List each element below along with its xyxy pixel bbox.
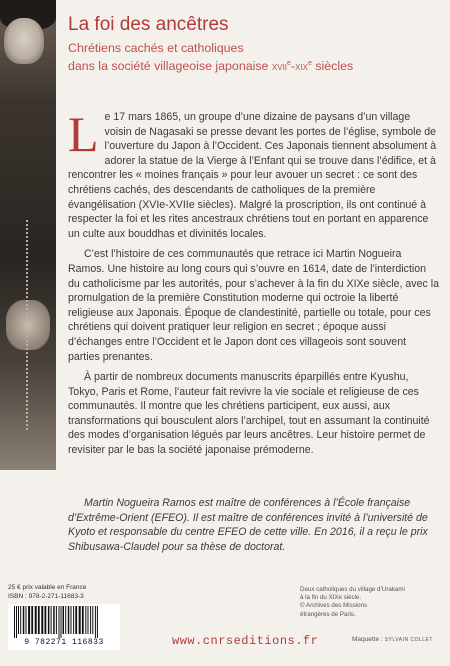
publisher-website[interactable]: www.cnrseditions.fr xyxy=(172,634,319,648)
barcode-bar xyxy=(95,606,96,638)
barcode-bar xyxy=(73,606,74,634)
century-start-sup: e xyxy=(287,60,291,67)
barcode-bar xyxy=(63,606,65,634)
barcode-bar xyxy=(61,606,62,638)
barcode-bar xyxy=(71,606,72,634)
subtitle-line-2-suffix: siècles xyxy=(311,59,354,74)
author-bio: Martin Nogueira Ramos est maître de conférences à l’École française d’Extrême-Orient (EFEO). Il est maître de conférences invité à l’université de Kyoto et responsable du centre EFEO de cette ville. En 2016, il a reçu le prix Shibusawa-Claudel pour sa thèse de doctorat. xyxy=(68,497,428,553)
barcode-bar xyxy=(38,606,40,634)
barcode-bar xyxy=(48,606,50,634)
barcode-bar xyxy=(35,606,37,634)
subtitle-line-2-prefix: dans la société villageoise japonaise xyxy=(68,59,272,74)
barcode-bar xyxy=(97,606,98,638)
isbn: ISBN : 978-2-271-11683-3 xyxy=(8,593,84,600)
cover-photo xyxy=(0,0,56,470)
barcode-bar xyxy=(31,606,33,634)
barcode-bar xyxy=(41,606,43,634)
barcode-bar xyxy=(56,606,57,634)
paragraph-1-text: e 17 mars 1865, un groupe d’une dizaine de paysans d’un village voisin de Nagasaki se presse devant les portes de l’église, symbole de l’ouverture du Japon à l’Occident. Ces Japonais tiennent absolument à adorer la statue de la Vierge à l’Enfant qui se trouve dans l’édifice, et à rencontrer les « moines français » pour leur avouer un secret : ce sont des chrétiens cachés, des descendants de catholiques de la première évangélisation (XVIe-XVIIe siècles). Malgré la proscription, ils ont continué à respecter la foi et les rites ancestraux chrétiens tout en portant en apparence un culte aux bouddhas et divinités locales. xyxy=(68,111,437,240)
barcode-bar xyxy=(68,606,70,634)
maquette-label: Maquette : xyxy=(352,636,383,643)
caption-line-4: étrangères de Paris. xyxy=(300,610,356,618)
caption-line-2: à la fin du XIXe siècle. xyxy=(300,594,362,602)
barcode-bar xyxy=(23,606,25,634)
drop-cap: L xyxy=(68,106,99,162)
century-start: XVII xyxy=(271,63,288,73)
barcode-bar xyxy=(59,606,60,638)
paragraph-2: C’est l’histoire de ces communautés que retrace ici Martin Nogueira Ramos. Une histoire au long cours qui s’ouvre en 1614, date de l’interdiction du catholicisme par les autorités, pour s’achever à la fin du XIXe siècle, avec la promulgation de la première Constitution moderne qui octroie la liberté religieuse aux Japonais. Époque de clandestinité, partielle ou totale, pour ces chrétiens qui doivent pratiquer leur religion en secret ; époque aussi d’échanges entre l’Occident et le Japon dont ces villageois sont souvent parties prenantes. xyxy=(68,248,439,363)
book-title: La foi des ancêtres xyxy=(68,14,229,35)
barcode-bar xyxy=(90,606,91,634)
barcode-bar xyxy=(75,606,77,634)
caption-line-3: © Archives des Missions xyxy=(300,602,368,610)
barcode-bar xyxy=(65,606,66,634)
subtitle-line-1: Chrétiens cachés et catholiques xyxy=(68,41,244,55)
barcode-bar xyxy=(16,606,17,638)
barcode-bar xyxy=(88,606,89,634)
photo-rosary xyxy=(26,220,46,430)
barcode-bar xyxy=(51,606,52,634)
barcode-bar xyxy=(26,606,27,634)
barcode-bar xyxy=(79,606,81,634)
barcode-bar xyxy=(45,606,47,634)
book-subtitle xyxy=(68,40,444,76)
paragraph-3: À partir de nombreux documents manuscrits éparpillés entre Kyushu, Tokyo, Paris et Rome, l’auteur fait revivre la vie sociale et religieuse de ces communautés. Il montre que les chrétiens participent, eux aussi, aux transformations qui bousculent alors l’archipel, tout en assumant la continuité des modes d’organisation légués par leurs ancêtres. Leur histoire permet de revisiter par le bas la société japonaise prémoderne. xyxy=(68,371,430,457)
century-end-sup: e xyxy=(307,60,312,67)
design-credit xyxy=(352,636,433,643)
barcode-bar xyxy=(85,606,86,634)
century-separator: - xyxy=(290,59,296,74)
barcode-bar xyxy=(28,606,30,634)
century-end: XIX xyxy=(295,63,308,73)
barcode-bar xyxy=(53,606,55,634)
price-block xyxy=(8,583,86,601)
maquette-name: SYLVAIN COLLET xyxy=(384,637,433,643)
price: 25 € prix valable en France xyxy=(8,584,87,591)
caption-line-1: Deux catholiques du village d’Urakami xyxy=(300,586,405,593)
blurb xyxy=(68,106,440,464)
photo-caption xyxy=(300,586,442,619)
paragraph-1 xyxy=(68,106,440,241)
barcode-bar xyxy=(18,606,19,634)
barcode-bar xyxy=(82,606,84,634)
barcode-number: 9 782271 116833 xyxy=(24,638,104,647)
barcode-bars xyxy=(12,606,116,638)
barcode-bar xyxy=(20,606,21,634)
barcode xyxy=(8,604,120,650)
barcode-bar xyxy=(14,606,15,638)
photo-face xyxy=(4,18,44,64)
barcode-bar xyxy=(92,606,93,634)
subtitle-line-2 xyxy=(68,56,444,76)
